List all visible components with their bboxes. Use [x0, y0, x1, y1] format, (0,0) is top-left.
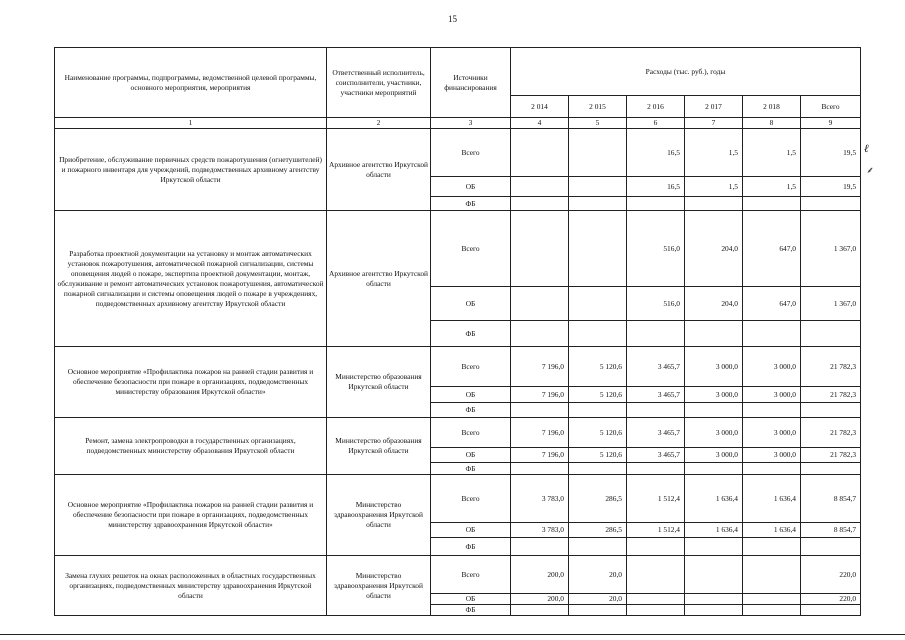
year-value-cell [685, 556, 743, 594]
year-value-cell [627, 556, 685, 594]
header-total: Всего [801, 96, 861, 118]
total-cell: 220,0 [801, 556, 861, 594]
header-year: 2 017 [685, 96, 743, 118]
total-cell: 19,5 [801, 129, 861, 177]
year-value-cell: 5 120,6 [569, 387, 627, 403]
measure-name: Приобретение, обслуживание первичных средств пожаротушения (огнетушителей) и пожарного инвентаря для учреждений, подведомственных архивному агентству Иркутской области [55, 129, 327, 211]
year-value-cell [685, 538, 743, 556]
year-value-cell [685, 403, 743, 418]
year-value-cell: 200,0 [511, 594, 569, 605]
header-year: 2 018 [743, 96, 801, 118]
year-value-cell: 3 465,7 [627, 448, 685, 463]
year-value-cell [627, 605, 685, 616]
funding-source: Всего [431, 211, 511, 287]
year-value-cell: 1 636,4 [743, 523, 801, 538]
year-value-cell: 200,0 [511, 556, 569, 594]
year-value-cell: 1 512,4 [627, 475, 685, 523]
handwritten-mark: ⸙ [866, 165, 873, 175]
measure-name: Ремонт, замена электропроводки в государственных организациях, подведомственных министерству образования Иркутской области [55, 418, 327, 475]
budget-table [54, 47, 861, 616]
year-value-cell [743, 605, 801, 616]
table-row [55, 129, 861, 177]
year-value-cell: 3 000,0 [685, 418, 743, 448]
total-cell: 21 782,3 [801, 418, 861, 448]
table-row [55, 475, 861, 523]
year-value-cell: 3 000,0 [685, 448, 743, 463]
total-cell: 19,5 [801, 177, 861, 197]
header-year: 2 016 [627, 96, 685, 118]
scan-edge-line [0, 634, 905, 635]
year-value-cell: 1 512,4 [627, 523, 685, 538]
executor: Министерство здравоохранения Иркутской области [327, 556, 431, 616]
total-cell: 8 854,7 [801, 475, 861, 523]
table-body [55, 129, 861, 616]
year-value-cell: 7 196,0 [511, 387, 569, 403]
year-value-cell: 1,5 [685, 129, 743, 177]
total-cell: 21 782,3 [801, 347, 861, 387]
total-cell: 1 367,0 [801, 211, 861, 287]
year-value-cell [511, 463, 569, 475]
header-year: 2 015 [569, 96, 627, 118]
funding-source: Всего [431, 347, 511, 387]
year-value-cell [569, 605, 627, 616]
year-value-cell: 5 120,6 [569, 418, 627, 448]
year-value-cell: 3 783,0 [511, 523, 569, 538]
executor: Министерство здравоохранения Иркутской области [327, 475, 431, 556]
column-number: 7 [685, 118, 743, 129]
year-value-cell: 516,0 [627, 287, 685, 321]
year-value-cell: 1 636,4 [743, 475, 801, 523]
measure-name: Основное мероприятие «Профилактика пожаров на ранней стадии развития и обеспечение безопасности при пожаре в организациях, подведомственных министерству образования Иркутской области» [55, 347, 327, 418]
funding-source: ФБ [431, 197, 511, 211]
handwritten-mark: ℓ [864, 143, 869, 155]
executor: Архивное агентство Иркутской области [327, 129, 431, 211]
year-value-cell [569, 211, 627, 287]
year-value-cell [569, 287, 627, 321]
table-row [55, 556, 861, 594]
year-value-cell [627, 197, 685, 211]
column-number: 8 [743, 118, 801, 129]
year-value-cell: 3 000,0 [743, 347, 801, 387]
year-value-cell [627, 321, 685, 347]
total-cell: 21 782,3 [801, 448, 861, 463]
column-number: 5 [569, 118, 627, 129]
funding-source: Всего [431, 475, 511, 523]
table-row [55, 211, 861, 287]
year-value-cell: 3 465,7 [627, 418, 685, 448]
year-value-cell [569, 321, 627, 347]
total-cell [801, 463, 861, 475]
year-value-cell: 5 120,6 [569, 347, 627, 387]
year-value-cell: 516,0 [627, 211, 685, 287]
year-value-cell [627, 538, 685, 556]
total-cell: 1 367,0 [801, 287, 861, 321]
year-value-cell [743, 594, 801, 605]
year-value-cell: 3 465,7 [627, 387, 685, 403]
year-value-cell [685, 463, 743, 475]
year-value-cell: 20,0 [569, 594, 627, 605]
year-value-cell [685, 321, 743, 347]
year-value-cell: 286,5 [569, 523, 627, 538]
year-value-cell [743, 556, 801, 594]
total-cell [801, 403, 861, 418]
funding-source: Всего [431, 556, 511, 594]
measure-name: Основное мероприятие «Профилактика пожаров на ранней стадии развития и обеспечение безопасности при пожаре в организациях, подведомственных министерству здравоохранения Иркутской области» [55, 475, 327, 556]
year-value-cell: 7 196,0 [511, 418, 569, 448]
year-value-cell [569, 463, 627, 475]
year-value-cell: 204,0 [685, 287, 743, 321]
column-number: 2 [327, 118, 431, 129]
header-executor-col: Ответственный исполнитель, соисполнители, участники, участники мероприятий [327, 48, 431, 118]
funding-source: Всего [431, 418, 511, 448]
year-value-cell [511, 129, 569, 177]
column-number: 1 [55, 118, 327, 129]
executor: Архивное агентство Иркутской области [327, 211, 431, 347]
year-value-cell [511, 287, 569, 321]
year-value-cell [685, 594, 743, 605]
year-value-cell: 20,0 [569, 556, 627, 594]
total-cell [801, 605, 861, 616]
column-number: 9 [801, 118, 861, 129]
year-value-cell [511, 321, 569, 347]
year-value-cell [685, 605, 743, 616]
funding-source: ФБ [431, 403, 511, 418]
year-value-cell [511, 605, 569, 616]
year-value-cell: 7 196,0 [511, 347, 569, 387]
header-year: 2 014 [511, 96, 569, 118]
funding-source: ОБ [431, 177, 511, 197]
funding-source: ОБ [431, 448, 511, 463]
funding-source: ОБ [431, 523, 511, 538]
table-row [55, 347, 861, 387]
year-value-cell [627, 463, 685, 475]
year-value-cell [743, 321, 801, 347]
header-expenses-col: Расходы (тыс. руб.), годы [511, 48, 861, 96]
funding-source: ФБ [431, 463, 511, 475]
year-value-cell [569, 177, 627, 197]
year-value-cell: 204,0 [685, 211, 743, 287]
column-number: 3 [431, 118, 511, 129]
funding-source: ОБ [431, 594, 511, 605]
year-value-cell [743, 197, 801, 211]
column-number: 4 [511, 118, 569, 129]
year-value-cell: 1,5 [685, 177, 743, 197]
measure-name: Замена глухих решеток на окнах расположенных в областных государственных организациях, подведомственных министерству здравоохранения Иркутской области [55, 556, 327, 616]
year-value-cell [511, 403, 569, 418]
year-value-cell: 3 000,0 [743, 418, 801, 448]
year-value-cell [627, 403, 685, 418]
year-value-cell: 16,5 [627, 177, 685, 197]
year-value-cell: 3 783,0 [511, 475, 569, 523]
header-name-col: Наименование программы, подпрограммы, ведомственной целевой программы, основного мероприятия, мероприятия [55, 48, 327, 118]
year-value-cell [569, 129, 627, 177]
year-value-cell: 3 000,0 [743, 448, 801, 463]
year-value-cell [685, 197, 743, 211]
total-cell: 21 782,3 [801, 387, 861, 403]
year-value-cell: 3 000,0 [743, 387, 801, 403]
year-value-cell [743, 463, 801, 475]
year-value-cell [627, 594, 685, 605]
year-value-cell: 7 196,0 [511, 448, 569, 463]
funding-source: ФБ [431, 605, 511, 616]
executor: Министерство образования Иркутской области [327, 347, 431, 418]
year-value-cell: 286,5 [569, 475, 627, 523]
measure-name: Разработка проектной документации на установку и монтаж автоматических установок пожаротушения, автоматической пожарной сигнализации, системы оповещения людей о пожаре, экспертиза проектной документации, монтаж, обслуживание и ремонт автоматических установок пожаротушения, автоматической пожарной сигнализации и системы оповещения людей о пожаре в учреждениях, подведомственных архивному агентству Иркутской области [55, 211, 327, 347]
funding-source: ОБ [431, 287, 511, 321]
total-cell: 8 854,7 [801, 523, 861, 538]
year-value-cell: 647,0 [743, 211, 801, 287]
year-value-cell: 16,5 [627, 129, 685, 177]
year-value-cell [511, 197, 569, 211]
funding-source: ФБ [431, 538, 511, 556]
total-cell: 220,0 [801, 594, 861, 605]
year-value-cell: 1,5 [743, 129, 801, 177]
year-value-cell: 647,0 [743, 287, 801, 321]
funding-source: ОБ [431, 387, 511, 403]
funding-source: Всего [431, 129, 511, 177]
year-value-cell: 3 000,0 [685, 387, 743, 403]
total-cell [801, 321, 861, 347]
year-value-cell: 1,5 [743, 177, 801, 197]
year-value-cell: 5 120,6 [569, 448, 627, 463]
year-value-cell [511, 211, 569, 287]
year-value-cell: 1 636,4 [685, 523, 743, 538]
executor: Министерство образования Иркутской области [327, 418, 431, 475]
total-cell [801, 538, 861, 556]
page-number: 15 [448, 14, 457, 24]
year-value-cell [569, 403, 627, 418]
year-value-cell [569, 538, 627, 556]
year-value-cell [743, 538, 801, 556]
column-number: 6 [627, 118, 685, 129]
year-value-cell: 1 636,4 [685, 475, 743, 523]
year-value-cell: 3 000,0 [685, 347, 743, 387]
year-value-cell [511, 538, 569, 556]
total-cell [801, 197, 861, 211]
year-value-cell [511, 177, 569, 197]
header-source-col: Источники финансирования [431, 48, 511, 118]
year-value-cell [569, 197, 627, 211]
year-value-cell [743, 403, 801, 418]
funding-source: ФБ [431, 321, 511, 347]
year-value-cell: 3 465,7 [627, 347, 685, 387]
table-row [55, 418, 861, 448]
